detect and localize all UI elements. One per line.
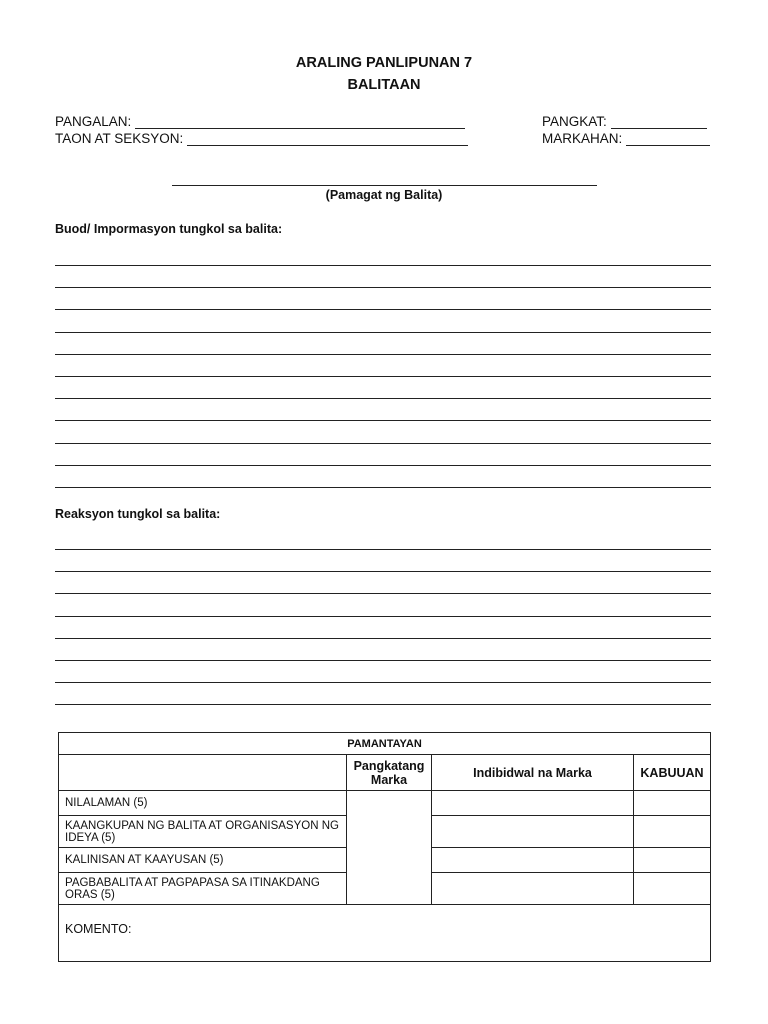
writing-line[interactable]	[55, 309, 711, 310]
writing-line[interactable]	[55, 682, 711, 683]
pangalan-label: PANGALAN:	[55, 114, 132, 129]
pangkat-label: PANGKAT:	[542, 114, 607, 129]
indibidwal-cell[interactable]	[432, 873, 634, 905]
page-subtitle: BALITAAN	[347, 77, 421, 93]
indibidwal-cell[interactable]	[432, 791, 634, 816]
markahan-field[interactable]	[542, 131, 710, 146]
criteria-nilalaman: NILALAMAN (5)	[59, 791, 347, 816]
writing-line[interactable]	[55, 420, 711, 421]
kabuuan-cell[interactable]	[634, 816, 711, 848]
pangkatang-marka-cell[interactable]	[347, 791, 432, 905]
criteria-kaangkupan: KAANGKUPAN NG BALITA AT ORGANISASYON NG IDEYA (5)	[59, 816, 347, 848]
writing-line[interactable]	[55, 287, 711, 288]
kabuuan-cell[interactable]	[634, 873, 711, 905]
writing-line[interactable]	[55, 376, 711, 377]
col-indibidwal-marka: Indibidwal na Marka	[432, 755, 634, 791]
criteria-kalinisan: KALINISAN AT KAAYUSAN (5)	[59, 848, 347, 873]
kabuuan-cell[interactable]	[634, 848, 711, 873]
page-title: ARALING PANLIPUNAN 7	[295, 55, 473, 71]
news-title-blank[interactable]	[172, 185, 597, 186]
reaksyon-label: Reaksyon tungkol sa balita:	[55, 507, 221, 521]
writing-line[interactable]	[55, 593, 711, 594]
news-title-caption: (Pamagat ng Balita)	[325, 188, 443, 202]
criteria-pagbabalita: PAGBABALITA AT PAGPAPASA SA ITINAKDANG ORAS (5)	[59, 873, 347, 905]
pangalan-blank[interactable]	[135, 116, 465, 129]
writing-line[interactable]	[55, 354, 711, 355]
pangkat-field[interactable]	[542, 114, 707, 129]
writing-line[interactable]	[55, 265, 711, 266]
writing-line[interactable]	[55, 660, 711, 661]
writing-line[interactable]	[55, 332, 711, 333]
writing-line[interactable]	[55, 616, 711, 617]
buod-label: Buod/ Impormasyon tungkol sa balita:	[55, 222, 283, 236]
pangkat-blank[interactable]	[611, 116, 707, 129]
rubric-header: PAMANTAYAN	[59, 733, 711, 755]
writing-line[interactable]	[55, 465, 711, 466]
taon-seksyon-field[interactable]	[55, 131, 468, 146]
markahan-label: MARKAHAN:	[542, 131, 623, 146]
taon-seksyon-label: TAON AT SEKSYON:	[55, 131, 184, 146]
writing-line[interactable]	[55, 487, 711, 488]
pangalan-field[interactable]	[55, 114, 465, 129]
col-kabuuan: KABUUAN	[634, 755, 711, 791]
rubric-table	[58, 732, 711, 962]
indibidwal-cell[interactable]	[432, 848, 634, 873]
indibidwal-cell[interactable]	[432, 816, 634, 848]
writing-line[interactable]	[55, 704, 711, 705]
criteria-header-cell	[59, 755, 347, 791]
taon-seksyon-blank[interactable]	[187, 133, 468, 146]
writing-line[interactable]	[55, 571, 711, 572]
writing-line[interactable]	[55, 398, 711, 399]
kabuuan-cell[interactable]	[634, 791, 711, 816]
writing-line[interactable]	[55, 638, 711, 639]
writing-line[interactable]	[55, 549, 711, 550]
komento-field[interactable]: KOMENTO:	[59, 905, 711, 962]
col-pangkatang-marka: Pangkatang Marka	[347, 755, 432, 791]
markahan-blank[interactable]	[626, 133, 710, 146]
writing-line[interactable]	[55, 443, 711, 444]
